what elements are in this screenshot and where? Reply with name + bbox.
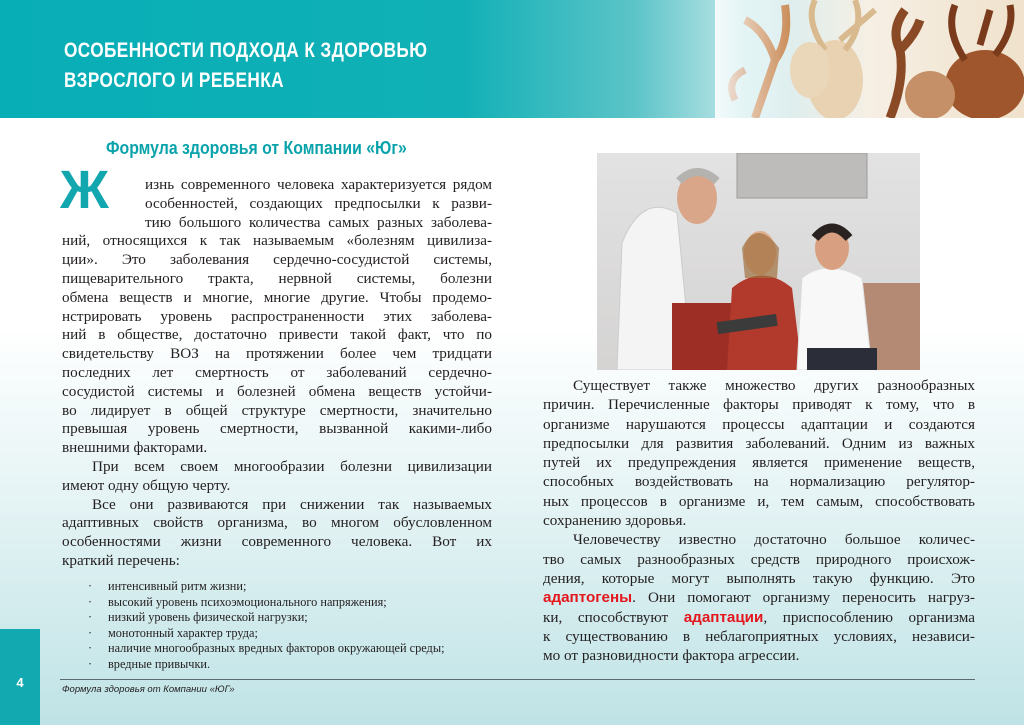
- text-line: [543, 588, 975, 607]
- deer-antlers-image: [715, 0, 1024, 118]
- text-line: краткий перечень:: [62, 551, 180, 569]
- footer-running-title: Формула здоровья от Компании «ЮГ»: [62, 684, 235, 695]
- text-line: Существует также множество других разнообразных: [573, 377, 975, 394]
- text-line: тию большого количества самых разных заболева-: [145, 213, 492, 231]
- list-item: [88, 610, 445, 626]
- page-title-line-2: ВЗРОСЛОГО И РЕБЕНКА: [64, 69, 285, 92]
- highlighted-term: адаптогены: [543, 589, 633, 607]
- text-line: пищеварительного тракта, нервной системы, болезни: [62, 269, 492, 287]
- text-fragment: , приспособлению организма: [763, 608, 975, 626]
- text-line: способных воздействовать на нормализацию регулятор-: [543, 473, 975, 491]
- text-line: ных процессов в организме и, тем самым, способствовать: [543, 492, 975, 510]
- bullet-icon: ·: [88, 641, 93, 656]
- text-line: Все они развиваются при снижении так называемых: [92, 495, 492, 513]
- text-line: имеют одну общую черту.: [62, 476, 231, 494]
- list-item-text: наличие многообразных вредных факторов окружающей среды;: [108, 641, 445, 656]
- text-line: тво самых разнообразных средств природного происхож-: [543, 550, 975, 568]
- section-subtitle: Формула здоровья от Компании «Юг»: [106, 138, 407, 158]
- text-line: ции». Это заболевания сердечно-сосудистой системы,: [62, 251, 492, 269]
- highlighted-term: адаптации: [683, 608, 764, 626]
- doctor-consultation-photo: [597, 153, 920, 370]
- text-line: ний в обществе, достаточно привести такой факт, что по: [62, 326, 492, 344]
- bullet-icon: ·: [88, 594, 93, 609]
- right-column-text: [543, 376, 975, 665]
- bullet-list: [88, 579, 445, 673]
- text-line: последних лет смертность от заболеваний сердечно-: [62, 363, 492, 381]
- page-title-line-1: ОСОБЕННОСТИ ПОДХОДА К ЗДОРОВЬЮ: [64, 39, 428, 62]
- left-column-text: [62, 176, 492, 571]
- text-line: мо от разновидности фактора агрессии.: [543, 647, 800, 665]
- bullet-icon: ·: [88, 656, 93, 671]
- text-line: изнь современного человека характеризуется рядом: [145, 176, 492, 193]
- list-item-text: вредные привычки.: [108, 656, 211, 671]
- page-number: 4: [16, 675, 24, 690]
- text-line: к существованию в неблагоприятных условиях, независи-: [543, 627, 975, 645]
- text-line: во лидирует в общей структуре смертности, значительно: [62, 401, 492, 419]
- text-line: сосудистой системы и болезней обмена веществ устойчи-: [62, 382, 492, 400]
- text-line: организме нарушаются процессы адаптации и создаются: [543, 415, 975, 433]
- bullet-icon: ·: [88, 610, 93, 625]
- drop-cap: Ж: [60, 160, 109, 220]
- text-line: превышая уровень смертности, вызванной какими-либо: [62, 420, 492, 438]
- text-line: дения, которые могут выполнять такую функцию. Это: [543, 569, 975, 587]
- text-line: Человечеству известно достаточно большое количес-: [573, 531, 975, 549]
- text-line: особенностями жизни современного человека. Вот их: [62, 533, 492, 551]
- text-line: путей их предупреждения является применение веществ,: [543, 454, 975, 472]
- text-fragment: ки, способствуют: [543, 608, 684, 626]
- page-header: [0, 0, 1024, 118]
- list-item-text: интенсивный ритм жизни;: [108, 579, 247, 593]
- footer-divider: [60, 679, 975, 680]
- list-item: [88, 595, 445, 611]
- text-line: свидетельству ВОЗ на протяжении более чем тридцати: [62, 345, 492, 363]
- list-item-text: монотонный характер труда;: [108, 625, 258, 640]
- text-line: ний, относящихся к так называемым «болезням цивилиза-: [62, 232, 492, 250]
- text-fragment: . Они помогают организму переносить нагруз-: [632, 589, 975, 607]
- bullet-icon: ·: [88, 625, 93, 640]
- text-line: адаптивных свойств организма, во многом обусловленном: [62, 514, 492, 532]
- list-item: [88, 641, 445, 657]
- page-title: [64, 36, 427, 96]
- list-item: [88, 579, 445, 595]
- text-line: обмена веществ и многие, многие другие. Чтобы продемо-: [62, 288, 492, 306]
- text-line: [543, 608, 975, 627]
- text-line: нстрировать уровень распространенности этих заболева-: [62, 307, 492, 325]
- list-item: [88, 657, 445, 673]
- text-line: причин. Перечисленные факторы приводят к тому, что в: [543, 396, 975, 414]
- list-item-text: высокий уровень психоэмоционального напряжения;: [108, 594, 387, 609]
- text-line: предпосылки для развития заболеваний. Одним из важных: [543, 434, 975, 452]
- text-line: При всем своем многообразии болезни цивилизации: [92, 457, 492, 475]
- text-line: внешними факторами.: [62, 439, 208, 457]
- text-line: сохранению здоровья.: [543, 512, 687, 530]
- list-item: [88, 626, 445, 642]
- text-line: особенностей, создающих предпосылки к разви-: [145, 194, 492, 212]
- bullet-icon: ·: [88, 579, 93, 593]
- list-item-text: низкий уровень физической нагрузки;: [108, 610, 308, 625]
